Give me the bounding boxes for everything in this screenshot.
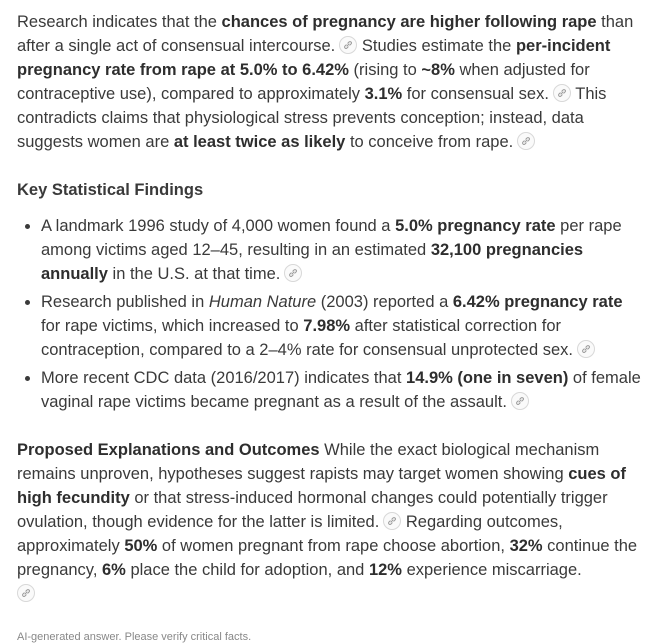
list-item-text: per rape among victims aged 12–45, resulting in an estimated	[41, 217, 622, 259]
citation-link-button[interactable]	[339, 36, 357, 54]
list-item-text: in the U.S. at that time.	[107, 265, 281, 283]
list-item-text: Research published in	[41, 293, 209, 311]
citation-link-button[interactable]	[284, 264, 302, 282]
explanations-text: While the exact biological mechanism remains unproven, hypotheses suggest rapists may target women showing	[17, 441, 600, 483]
explanations-highlight: 32%	[509, 537, 543, 555]
explanations-highlight: cues of high fecundity	[17, 465, 626, 507]
intro-text: (rising to	[348, 61, 422, 79]
link-icon	[581, 344, 591, 354]
link-icon	[343, 40, 353, 50]
explanations-heading: Proposed Explanations and Outcomes	[17, 441, 320, 459]
citation-link-button[interactable]	[553, 84, 571, 102]
intro-text: Research indicates that the	[17, 13, 222, 31]
intro-highlight: 3.1%	[364, 85, 403, 103]
intro-paragraph	[17, 10, 643, 154]
list-item	[41, 214, 643, 286]
citation-link-button[interactable]	[511, 392, 529, 410]
citation-link-button[interactable]	[17, 584, 35, 602]
link-icon	[288, 268, 298, 278]
explanations-text: Regarding outcomes, approximately	[17, 513, 563, 555]
journal-title: Human Nature	[208, 293, 317, 311]
intro-text: than after a single act of consensual intercourse.	[17, 13, 634, 55]
list-item-text: after statistical correction for contraception, compared to a 2–4% rate for consensual unprotected sex.	[41, 317, 573, 359]
intro-text: for consensual sex.	[402, 85, 549, 103]
citation-link-button[interactable]	[517, 132, 535, 150]
list-item-highlight: 5.0% pregnancy rate	[395, 217, 556, 235]
list-item-highlight: 32,100 pregnancies annually	[41, 241, 584, 283]
intro-text: when adjusted for contraceptive use), compared to approximately	[17, 61, 590, 103]
list-item-highlight: 7.98%	[303, 317, 351, 335]
intro-highlight: ~8%	[421, 61, 455, 79]
explanations-text: place the child for adoption, and	[125, 561, 369, 579]
findings-heading: Key Statistical Findings	[17, 181, 204, 199]
explanations-text: experience miscarriage.	[401, 561, 582, 579]
list-item-highlight: 14.9% (one in seven)	[406, 369, 569, 387]
list-item	[41, 366, 643, 414]
findings-list	[17, 214, 643, 414]
intro-highlight: per-incident pregnancy rate from rape at 5.0% to 6.42%	[17, 37, 611, 79]
intro-text: Studies estimate the	[357, 37, 516, 55]
explanations-highlight: 6%	[102, 561, 126, 579]
link-icon	[387, 516, 397, 526]
intro-highlight: chances of pregnancy are higher following rape	[221, 13, 597, 31]
list-item-text: More recent CDC data (2016/2017) indicates that	[41, 369, 407, 387]
link-icon	[21, 588, 31, 598]
explanations-text: of women pregnant from rape choose abortion,	[157, 537, 510, 555]
intro-highlight: at least twice as likely	[173, 133, 346, 151]
citation-link-button[interactable]	[577, 340, 595, 358]
intro-text: This contradicts claims that physiological stress prevents conception; instead, data suggests women are	[17, 85, 607, 151]
ai-disclaimer: AI-generated answer. Please verify critical facts.	[17, 631, 252, 643]
citation-link-button[interactable]	[383, 512, 401, 530]
explanations-text: continue the pregnancy,	[17, 537, 638, 579]
list-item	[41, 290, 643, 362]
link-icon	[515, 396, 525, 406]
list-item-text: A landmark 1996 study of 4,000 women found a	[41, 217, 396, 235]
link-icon	[557, 88, 567, 98]
explanations-text: or that stress-induced hormonal changes could potentially trigger ovulation, though evidence for the latter is limited.	[17, 489, 608, 531]
explanations-paragraph	[17, 438, 643, 606]
list-item-text: of female vaginal rape victims became pregnant as a result of the assault.	[41, 369, 641, 411]
findings-section	[17, 178, 643, 414]
list-item-highlight: 6.42% pregnancy rate	[452, 293, 623, 311]
intro-text: to conceive from rape.	[345, 133, 514, 151]
explanations-highlight: 50%	[124, 537, 158, 555]
explanations-highlight: 12%	[368, 561, 402, 579]
list-item-text: for rape victims, which increased to	[41, 317, 304, 335]
link-icon	[521, 136, 531, 146]
list-item-text: (2003) reported a	[316, 293, 453, 311]
